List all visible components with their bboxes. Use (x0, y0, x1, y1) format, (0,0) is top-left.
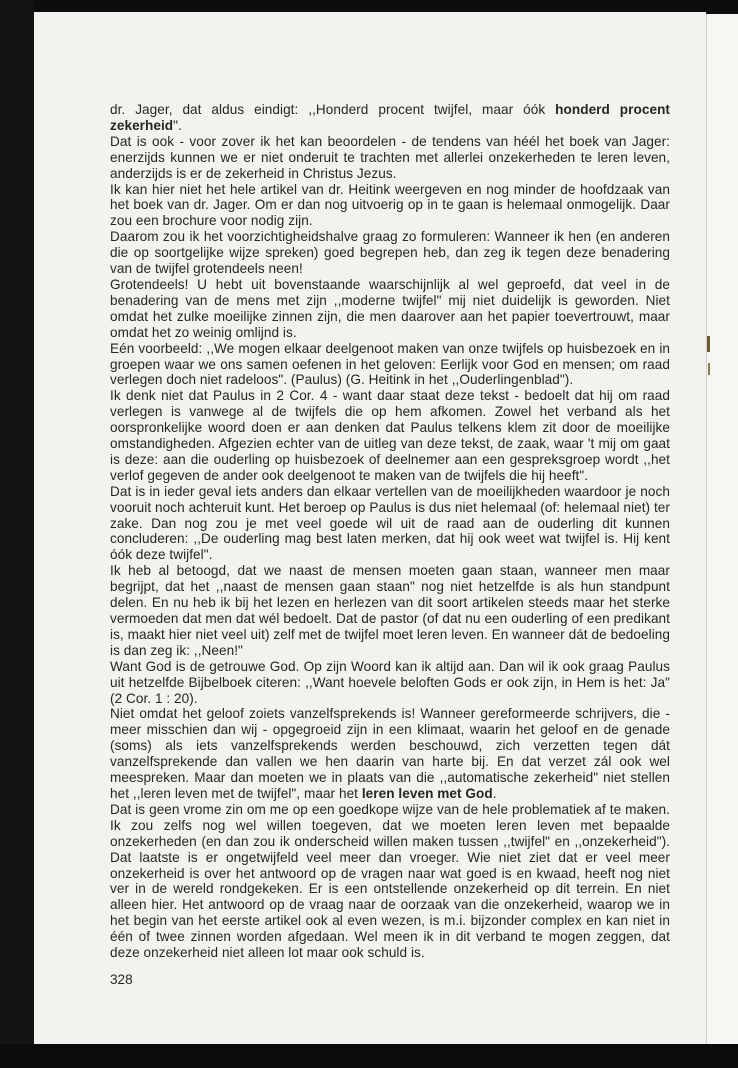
bold-text-run: leren leven met God (361, 785, 493, 801)
page-body-text (110, 102, 670, 961)
paragraph-p10 (110, 659, 670, 707)
edge-mark (708, 363, 710, 375)
paragraph-p7 (110, 388, 670, 483)
text-run: Ik kan hier niet het hele artikel van dr. Heitink weergeven en nog minder de hoofdzaak van het boek van dr. Jager. Om er dan nog uitvoerig op in te gaan is helemaal onmogelijk. Daar zou een brochure voor nodig zijn. (110, 181, 670, 229)
paragraph-p2 (110, 134, 670, 182)
text-run: ". (173, 117, 182, 133)
text-run: Dat is in ieder geval iets anders dan elkaar vertellen van de moeilijkheden waardoor je noch vooruit noch achteruit kunt. Het beroep op Paulus is dus niet helemaal (of: helemaal niet) ter zake. Dan nog zou je met veel goede wil uit de raad aan de ouderling dit kunnen concluderen: ,,De ouderling mag best laten merken, dat hij ook weet wat twijfel is. Hij kent óók deze twijfel". (110, 483, 670, 563)
bold-text-run: honderd procent zekerheid (110, 102, 671, 133)
text-run: Ik denk niet dat Paulus in 2 Cor. 4 - want daar staat deze tekst - bedoelt dat hij om raad verlegen is vanwege al de twijfels die op hem afkomen. Zowel het verband als het oorspronkelijke woord doen er aan denken dat Paulus telkens klem zit door de moeilijke omstandigheden. Afgezien echter van de uitleg van deze tekst, de zaak, waar 't mij om gaat is deze: aan die ouderling op huisbezoek of deelnemer aan een gespreksgroep wordt ,,het verlof gegeven de ander ook deelgenoot te maken van de twijfels die hij heeft". (110, 388, 670, 483)
text-run: Dat is ook - voor zover ik het kan beoordelen - de tendens van héél het boek van Jager: enerzijds kunnen we er niet onderuit te trachten met allerlei onzekerheden te leren leven, anderzijds is er de zekerheid in Christus Jezus. (110, 133, 670, 181)
scan-border-bottom (0, 1044, 738, 1068)
text-run: dr. Jager, dat aldus eindigt: ,,Honderd procent twijfel, maar óók (110, 102, 556, 117)
scan-border-left (0, 0, 34, 1068)
paragraph-p6 (110, 341, 670, 389)
book-page (34, 12, 706, 1044)
paragraph-p4 (110, 229, 670, 277)
page-number: 328 (110, 972, 133, 987)
text-run: Eén voorbeeld: ,,We mogen elkaar deelgenoot maken van onze twijfels op huisbezoek en in groepen waar we ons samen oefenen in het geloven: Eerlijk voor God en mensen; om raad verlegen doch niet radeloos". (Paulus) (G. Heitink in het ,,Ouderlingenblad"). (110, 340, 670, 388)
text-run: Niet omdat het geloof zoiets vanzelfsprekends is! Wanneer gereformeerde schrijvers, die - meer misschien dan wij - opgegroeid zijn in een klimaat, waarin het geloof en de genade (soms) als iets vanzelfsprekends werden beschouwd, zich verzetten tegen dát vanzelfsprekende dan vallen we hen daarin van harte bij. En dat verzet zál ook wel meespreken. Maar dan moeten we in plaats van die ,,automatische zekerheid" niet stellen het ,,leren leven met de twijfel", maar het (110, 706, 670, 801)
paragraph-p12 (110, 802, 670, 961)
paragraph-p8 (110, 484, 670, 564)
text-run: Grotendeels! U hebt uit bovenstaande waarschijnlijk al wel geproefd, dat veel in de benadering van de mens met zijn ,,moderne twijfel" mij niet duidelijk is geworden. Niet omdat het zulke moeilijke zinnen zijn, die men daarover aan het papier toevertrouwt, maar omdat het zo weinig omlijnd is. (110, 276, 670, 340)
next-page-edge (706, 14, 738, 1044)
text-run: . (492, 785, 497, 801)
text-run: Ik heb al betoogd, dat we naast de mensen moeten gaan staan, wanneer men maar begrijpt, dat het ,,naast de mensen gaan staan" nog niet hetzelfde is als hun standpunt delen. En nu heb ik bij het lezen en herlezen van dit soort artikelen steeds maar het sterke vermoeden dat men dat wél bedoelt. Dat de pastor (of dat nu een ouderling of een predikant is, maakt hier niet veel uit) zelf met de twijfel moet leren leven. En wanneer dát de bedoeling is dan zeg ik: ,,Neen!" (110, 563, 670, 658)
paragraph-p3 (110, 182, 670, 230)
text-run: Dat is geen vrome zin om me op een goedkope wijze van de hele problematiek af te maken. Ik zou zelfs nog wel willen toegeven, dat we moeten leren leven met bepaalde onzekerheden (en dan zou ik onderscheid willen maken tussen ,,twijfel" en ,,onzekerheid"). Dat laatste is er ongetwijfeld veel meer dan vroeger. Wie niet ziet dat er veel meer onzekerheid is over het antwoord op de vragen naar wat goed is en kwaad, heeft nog niet ver in de wereld rondgekeken. Er is een ontstellende onzekerheid op dit terrein. En niet alleen hier. Het antwoord op de vraag naar de oorzaak van die onzekerheid, waarop we in het begin van het eerste artikel ook al even wezen, is m.i. bijzonder complex en kan niet in één of twee zinnen worden afgedaan. Wel meen ik in dit verband te mogen zeggen, dat deze onzekerheid niet alleen lot maar ook schuld is. (110, 801, 670, 961)
paragraph-p11 (110, 706, 670, 801)
paragraph-p5 (110, 277, 670, 341)
text-run: Daarom zou ik het voorzichtigheidshalve graag zo formuleren: Wanneer ik hen (en anderen die op soortgelijke wijze spreken) goed begrepen heb, dan zeg ik tegen deze benadering van de twijfel grotendeels neen! (110, 229, 670, 277)
paragraph-p9 (110, 563, 670, 658)
edge-mark (707, 336, 710, 352)
paragraph-p1 (110, 102, 670, 134)
text-run: Want God is de getrouwe God. Op zijn Woord kan ik altijd aan. Dan wil ik ook graag Paulus uit hetzelfde Bijbelboek citeren: ,,Want hoevele beloften Gods er ook zijn, in Hem is het: Ja" (2 Cor. 1 : 20). (110, 658, 670, 706)
